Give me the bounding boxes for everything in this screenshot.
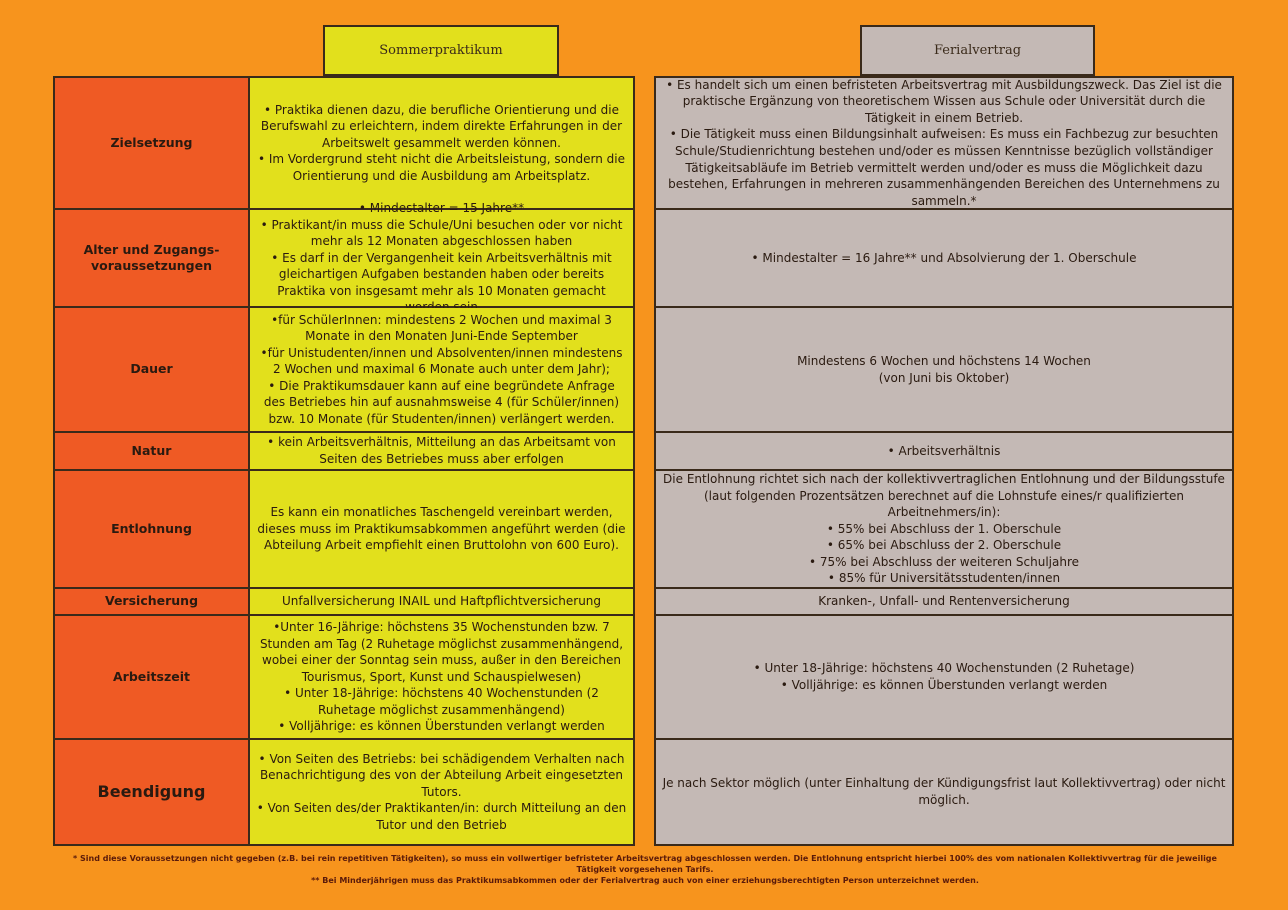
cell-line: • Mindestalter = 15 Jahre** — [358, 201, 525, 216]
ferial-cell-zielsetzung — [656, 78, 1232, 210]
cell-line: Je nach Sektor möglich (unter Einhaltung der Kündigungsfrist laut Kollektivvertrag) oder nicht möglich. — [662, 776, 1226, 807]
ferial-cell-versicherung — [656, 589, 1232, 616]
cell-line: • Unter 18-Jährige: höchstens 40 Wochenstunden (2 Ruhetage) — [753, 661, 1135, 676]
cell-line: •Unter 16-Jährige: höchstens 35 Wochenstunden bzw. 7 Stunden am Tag (2 Ruhetage möglichst zusammenhängend, wobei einer der Sonntag sein muss, außer in den Bereichen Tourismus, Sport, Kunst und Schauspielwesen) — [259, 620, 624, 684]
footnote-two: ** Bei Minderjährigen muss das Praktikumsabkommen oder der Ferialvertrag auch von einer erziehungsberechtigten Person unterzeichnet werden. — [311, 876, 979, 886]
sommer-cell — [250, 433, 633, 469]
sommer-cell — [250, 201, 633, 306]
header-sommerpraktikum: Sommerpraktikum — [323, 25, 559, 76]
cell-line: • Es darf in der Vergangenheit kein Arbeitsverhältnis mit gleichartigen Aufgaben bestanden haben oder bereits Praktika von insgesamt mehr als 10 Monaten gemacht — [271, 250, 612, 298]
sommer-cell — [250, 78, 633, 208]
ferial-cell-beendigung — [656, 740, 1232, 844]
cell-line: Es kann ein monatliches Taschengeld vereinbart werden, dieses muss im Praktikumsabkommen angeführt werden (die Abteilung Arbeit empfiehlt einen Bruttolohn von 600 Euro). — [257, 505, 626, 553]
cell-line: • Volljährige: es können Überstunden verlangt werden — [780, 678, 1108, 692]
cell-line: • Im Vordergrund steht nicht die Arbeitsleistung, sondern die Orientierung und die Ausbildung am Arbeitsplatz. — [257, 152, 626, 183]
cell-line: • 65% bei Abschluss der 2. Oberschule — [826, 538, 1062, 553]
footnote-one: * Sind diese Voraussetzungen nicht gegeben (z.B. bei rein repetitiven Tätigkeiten), so muss ein vollwertiger befristeter Arbeitsvertrag abgeschlossen werden. Die Entlohnung entspricht hierbei 100% des vom nationalen Kollektivvertrag für die jeweilige Tätigkeit vorgesehenen Tarifs. — [73, 854, 1217, 875]
ferial-cell-dauer — [656, 308, 1232, 433]
row-label: Versicherung — [55, 589, 250, 614]
cell-line: • Praktika dienen dazu, die berufliche Orientierung und die Berufswahl zu erleichtern, indem direkte Erfahrungen in der Arbeitswelt gesammelt werden können. — [260, 102, 623, 150]
cell-line: • Volljährige: es können Überstunden verlangt werden — [278, 719, 605, 734]
sommer-cell — [250, 471, 633, 587]
cell-line: • Unter 18-Jährige: höchstens 40 Wochenstunden (2 Ruhetage möglichst zusammenhängend) — [284, 686, 599, 717]
ferial-cell-alter — [656, 210, 1232, 308]
row-versicherung — [55, 589, 633, 616]
cell-line: • Von Seiten des Betriebs: bei schädigendem Verhalten nach Benachrichtigung des von der Abteilung Arbeit eingesetzten Tutors. — [258, 751, 625, 799]
cell-line: • Praktikant/in muss die Schule/Uni besuchen oder vor nicht mehr als 12 Monaten abgeschlossen haben — [260, 217, 623, 249]
row-natur — [55, 433, 633, 471]
cell-line: •für Unistudenten/innen und Absolventen/innen mindestens 2 Wochen und maximal 6 Monate auch unter dem Jahr); — [260, 345, 623, 377]
cell-line: Unfallversicherung INAIL und Haftpflichtversicherung — [281, 594, 602, 609]
sommer-cell — [250, 740, 633, 844]
row-label: Natur — [55, 433, 250, 469]
cell-line: •für SchülerInnen: mindestens 2 Wochen und maximal 3 Monate in den Monaten Juni-Ende September — [271, 312, 612, 344]
cell-line: • 55% bei Abschluss der 1. Oberschule — [826, 521, 1062, 536]
ferial-cell-entlohnung — [656, 471, 1232, 589]
cell-line: Mindestens 6 Wochen und höchstens 14 Wochen — [797, 353, 1091, 368]
row-label: Arbeitszeit — [55, 616, 250, 738]
cell-line: • 85% für Universitätsstudenten/innen — [827, 571, 1061, 586]
cell-line: • kein Arbeitsverhältnis, Mitteilung an das Arbeitsamt von Seiten des Betriebes muss aber erfolgen — [267, 435, 616, 466]
sommer-cell — [250, 589, 633, 614]
row-arbeitszeit — [55, 616, 633, 740]
cell-line: • Die Tätigkeit muss einen Bildungsinhalt aufweisen: Es muss ein Fachbezug zur besuchten Schule/Studienrichtung bestehen und/oder es müssen Kenntnisse bezüglich vollständiger Tätigkeitsabläufe im Betrieb vermittelt werden und/oder es muss die Möglichkeit dazu bestehen, Erfahrungen in mehreren zusammenhängenden Bereichen des Unternehmens zu sammeln.* — [668, 127, 1220, 208]
ferialvertrag-table — [654, 76, 1234, 846]
row-label: Zielsetzung — [55, 78, 250, 208]
row-entlohnung — [55, 471, 633, 589]
footnotes — [60, 853, 1230, 887]
row-label: Dauer — [55, 308, 250, 431]
row-label: Beendigung — [55, 740, 250, 844]
row-zielsetzung — [55, 78, 633, 210]
sommer-cell — [250, 616, 633, 738]
sommerpraktikum-table — [53, 76, 635, 846]
cell-line: (von Juni bis Oktober) — [878, 370, 1010, 385]
row-alter — [55, 201, 633, 308]
row-beendigung — [55, 740, 633, 844]
row-dauer — [55, 308, 633, 433]
sommer-cell — [250, 308, 633, 431]
cell-line: • Mindestalter = 16 Jahre** und Absolvierung der 1. Oberschule — [751, 250, 1137, 265]
cell-line: Kranken-, Unfall- und Rentenversicherung — [818, 594, 1070, 609]
cell-line: • Es handelt sich um einen befristeten Arbeitsvertrag mit Ausbildungszweck. Das Ziel ist die praktische Ergänzung von theoretischem Wissen aus Schule oder Universität durch die Tätigkeit in einem Betrieb. — [666, 77, 1222, 125]
cell-line: • Von Seiten des/der Praktikanten/in: durch Mitteilung an den Tutor und den Betrieb — [256, 801, 627, 832]
ferial-cell-arbeitszeit — [656, 616, 1232, 740]
row-label: Alter und Zugangs-voraussetzungen — [55, 210, 250, 306]
cell-line: • Die Praktikumsdauer kann auf eine begründete Anfrage des Betriebes hin auf ausnahmsweise 4 (für Schüler/innen) bzw. 10 Monate (für Studenten/innen) verlängert werden. — [263, 378, 620, 426]
cell-line: • Arbeitsverhältnis — [887, 443, 1001, 458]
row-label: Entlohnung — [55, 471, 250, 587]
cell-line: Die Entlohnung richtet sich nach der kollektivvertraglichen Entlohnung und der Bildungsstufe (laut folgenden Prozentsätzen berechnet auf die Lohnstufe eines/r qualifizierten Arbeitnehmers/in): — [663, 472, 1225, 520]
ferial-cell-natur — [656, 433, 1232, 471]
header-ferialvertrag: Ferialvertrag — [860, 25, 1095, 76]
cell-line: • 75% bei Abschluss der weiteren Schuljahre — [808, 554, 1079, 569]
